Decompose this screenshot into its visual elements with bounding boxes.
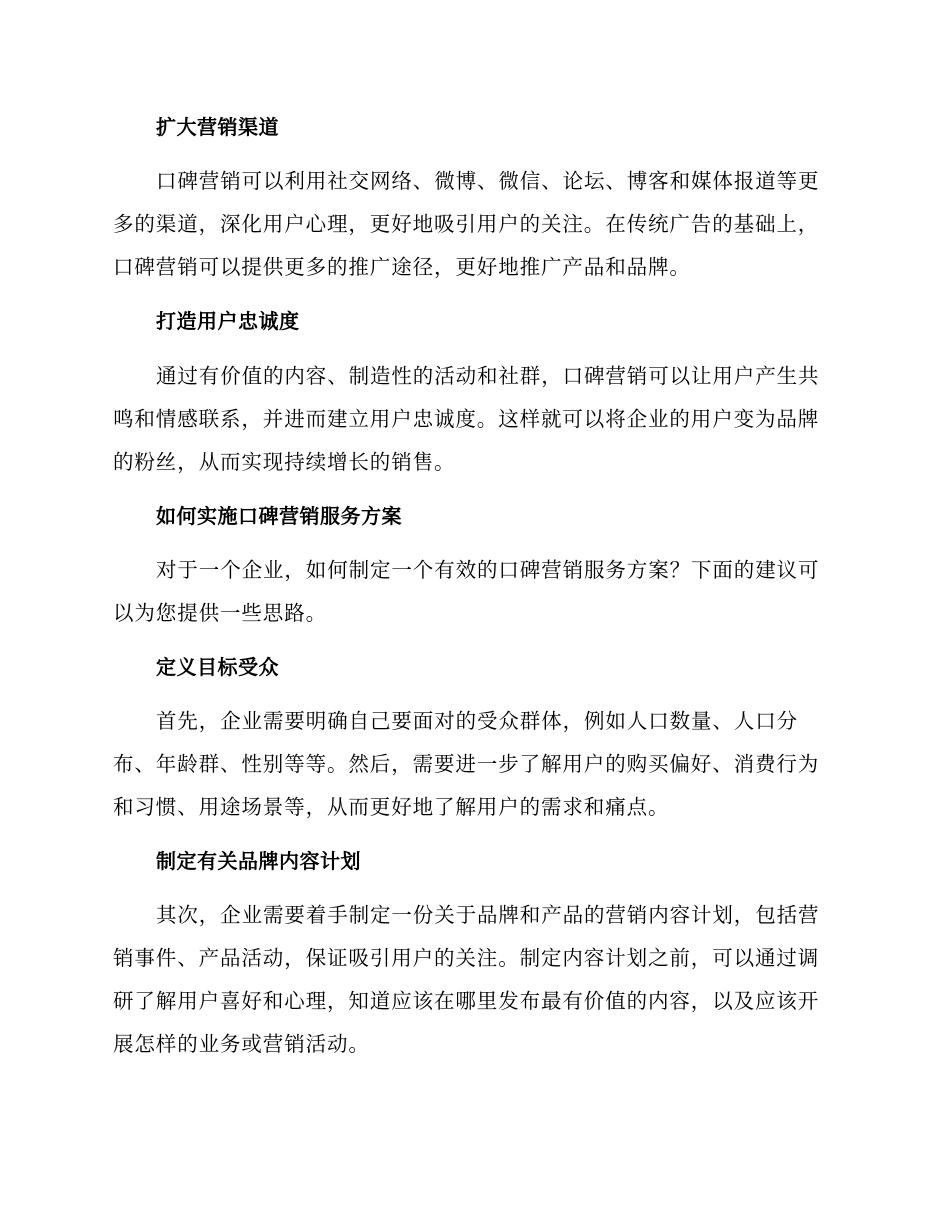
section-heading-implementation: 如何实施口碑营销服务方案 <box>156 504 402 528</box>
section-paragraph-expand-channels <box>113 160 833 289</box>
section-heading-target-audience: 定义目标受众 <box>156 655 279 679</box>
section-heading-content-plan: 制定有关品牌内容计划 <box>156 849 361 873</box>
section-heading-expand-channels: 扩大营销渠道 <box>156 115 279 139</box>
paragraph-line: 口碑营销可以提供更多的推广途径，更好地推广产品和品牌。 <box>113 255 691 279</box>
paragraph-line: 多的渠道，深化用户心理，更好地吸引用户的关注。在传统广告的基础上， <box>113 212 820 236</box>
section-heading-user-loyalty: 打造用户忠诚度 <box>156 309 300 333</box>
paragraph-line: 的粉丝，从而实现持续增长的销售。 <box>113 450 456 474</box>
paragraph-line: 通过有价值的内容、制造性的活动和社群，口碑营销可以让用户产生共 <box>156 364 820 388</box>
section-paragraph-user-loyalty <box>113 355 833 484</box>
paragraph-line: 对于一个企业，如何制定一个有效的口碑营销服务方案？下面的建议可 <box>156 558 820 582</box>
paragraph-line: 和习惯、用途场景等，从而更好地了解用户的需求和痛点。 <box>113 795 670 819</box>
paragraph-line: 展怎样的业务或营销活动。 <box>113 1032 370 1056</box>
paragraph-line: 研了解用户喜好和心理，知道应该在哪里发布最有价值的内容，以及应该开 <box>113 989 820 1013</box>
section-paragraph-implementation <box>113 549 833 635</box>
section-paragraph-content-plan <box>113 894 833 1066</box>
section-paragraph-target-audience <box>113 700 833 829</box>
paragraph-line: 鸣和情感联系，并进而建立用户忠诚度。这样就可以将企业的用户变为品牌 <box>113 407 820 431</box>
paragraph-line: 首先，企业需要明确自己要面对的受众群体，例如人口数量、人口分 <box>156 709 798 733</box>
paragraph-line: 以为您提供一些思路。 <box>113 601 327 625</box>
paragraph-line: 布、年龄群、性别等等。然后，需要进一步了解用户的购买偏好、消费行为 <box>113 752 820 776</box>
paragraph-line: 其次，企业需要着手制定一份关于品牌和产品的营销内容计划，包括营 <box>156 903 820 927</box>
paragraph-line: 销事件、产品活动，保证吸引用户的关注。制定内容计划之前，可以通过调 <box>113 946 820 970</box>
paragraph-line: 口碑营销可以利用社交网络、微博、微信、论坛、博客和媒体报道等更 <box>156 169 820 193</box>
